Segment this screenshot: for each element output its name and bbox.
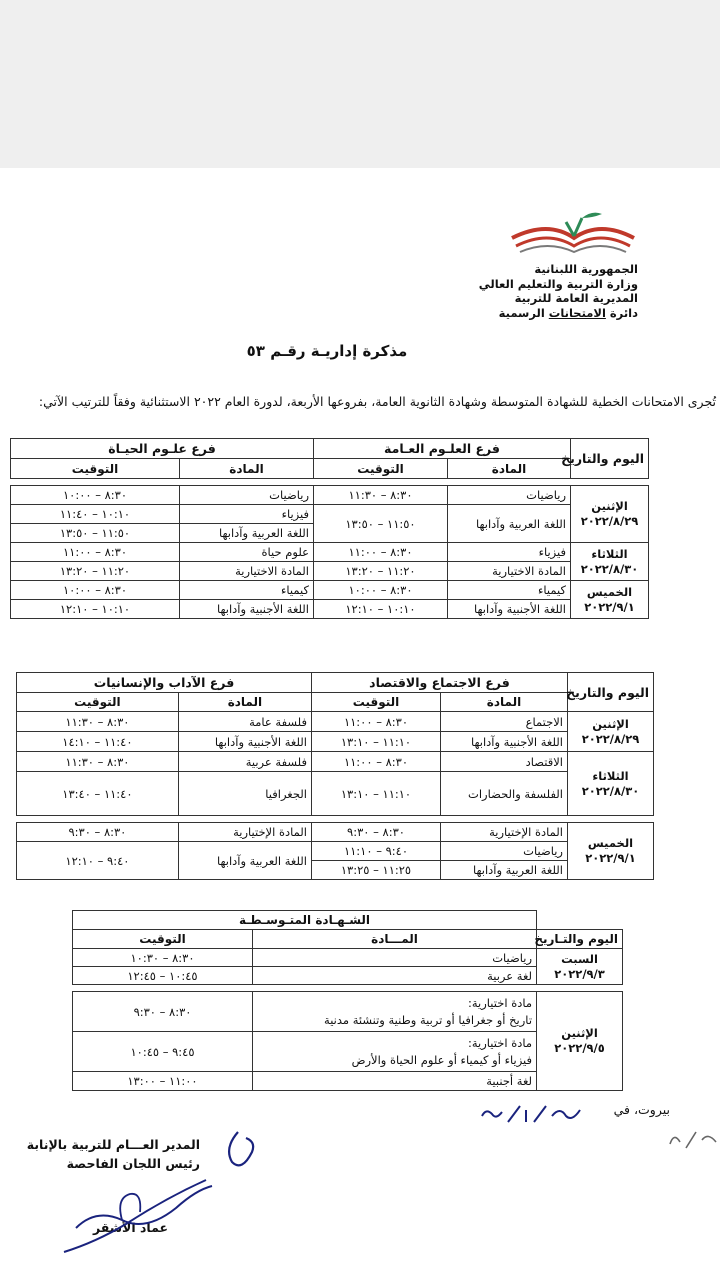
subject-cell: المادة الاختيارية bbox=[448, 562, 571, 581]
time-cell: ١١:٢٠ – ١٣:٢٠ bbox=[314, 562, 448, 581]
signature-scribble-icon bbox=[56, 1128, 276, 1258]
subject-cell: اللغة الأجنبية وآدابها bbox=[178, 732, 311, 752]
subject-cell: فلسفة عامة bbox=[178, 712, 311, 732]
time-header: التوقيت bbox=[314, 459, 448, 479]
subject-cell: اللغة العربية وآدابها bbox=[180, 524, 314, 543]
day-date-header: اليوم والتـاريخ bbox=[537, 930, 623, 949]
time-cell: ٨:٣٠ – ١١:٠٠ bbox=[311, 712, 440, 732]
day-cell: الثلاثاء ٢٠٢٢/٨/٣٠ bbox=[567, 752, 653, 816]
subject-cell: الجغرافيا bbox=[178, 772, 311, 816]
subject-cell: علوم حياة bbox=[180, 543, 314, 562]
time-cell: ١٠:١٠ – ١٢:١٠ bbox=[314, 600, 448, 619]
subject-cell: الفلسفة والحضارات bbox=[441, 772, 568, 816]
subject-header: المادة bbox=[448, 459, 571, 479]
time-header: التوقيت bbox=[17, 693, 179, 712]
certificate-title: الشـهـادة المتـوسـطـة bbox=[73, 911, 537, 930]
time-cell: ٨:٣٠ – ١١:٠٠ bbox=[311, 752, 440, 772]
time-cell: ٩:٤٠ – ١٢:١٠ bbox=[17, 842, 179, 880]
subject-cell: لغة أجنبية bbox=[253, 1072, 537, 1091]
subject-cell: الاقتصاد bbox=[441, 752, 568, 772]
subject-cell: اللغة الأجنبية وآدابها bbox=[448, 600, 571, 619]
subject-header: المـــادة bbox=[253, 930, 537, 949]
memo-title: مذكرة إداريـة رقـم ٥٣ bbox=[246, 342, 408, 360]
time-cell: ١١:٥٠ – ١٣:٥٠ bbox=[314, 505, 448, 543]
subject-cell: رياضيات bbox=[441, 842, 568, 861]
day-cell: الخميس ٢٠٢٢/٩/١ bbox=[571, 581, 649, 619]
time-cell: ١١:١٠ – ١٣:١٠ bbox=[311, 772, 440, 816]
secondary-humanities-schedule bbox=[16, 672, 654, 880]
time-cell: ٨:٣٠ – ١١:٠٠ bbox=[11, 543, 180, 562]
day-cell: الخميس ٢٠٢٢/٩/١ bbox=[567, 823, 653, 880]
time-cell: ٨:٣٠ – ١١:٣٠ bbox=[17, 752, 179, 772]
subject-cell: اللغة العربية وآدابها bbox=[178, 842, 311, 880]
time-cell: ١١:١٠ – ١٣:١٠ bbox=[311, 732, 440, 752]
time-header: التوقيت bbox=[311, 693, 440, 712]
subject-cell: مادة اختيارية: فيزياء أو كيمياء أو علوم الحياة والأرض bbox=[253, 1032, 537, 1072]
subject-cell: رياضيات bbox=[180, 486, 314, 505]
time-cell: ١١:٤٠ – ١٣:٤٠ bbox=[17, 772, 179, 816]
department-line bbox=[479, 306, 638, 321]
subject-cell: اللغة العربية وآدابها bbox=[441, 861, 568, 880]
ministry-header bbox=[479, 262, 638, 320]
subject-cell: اللغة الأجنبية وآدابها bbox=[180, 600, 314, 619]
dept-suffix: الرسمية bbox=[498, 305, 549, 320]
day-date-header: اليوم والتاريخ bbox=[567, 673, 653, 712]
time-cell: ٩:٤٥ – ١٠:٤٥ bbox=[73, 1032, 253, 1072]
time-cell: ٨:٣٠ – ١٠:٣٠ bbox=[73, 949, 253, 967]
subject-cell: رياضيات bbox=[253, 949, 537, 967]
subject-cell: فيزياء bbox=[180, 505, 314, 524]
subject-cell: كيمياء bbox=[448, 581, 571, 600]
subject-cell: رياضيات bbox=[448, 486, 571, 505]
time-cell: ٨:٣٠ – ٩:٣٠ bbox=[73, 992, 253, 1032]
branch-header: فرع علـوم الحيـاة bbox=[11, 439, 314, 459]
top-gray-band bbox=[0, 0, 720, 168]
day-date-header: اليوم والتاريخ bbox=[571, 439, 649, 479]
header-line: المديرية العامة للتربية bbox=[514, 291, 638, 305]
time-header: التوقيت bbox=[11, 459, 180, 479]
time-cell: ١١:٢٥ – ١٣:٢٥ bbox=[311, 861, 440, 880]
time-cell: ١١:٢٠ – ١٣:٢٠ bbox=[11, 562, 180, 581]
signer-name: عماد الأشقر bbox=[92, 1220, 168, 1235]
time-cell: ١٠:١٠ – ١١:٤٠ bbox=[11, 505, 180, 524]
day-cell: الإثنين ٢٠٢٢/٨/٢٩ bbox=[571, 486, 649, 543]
subject-cell: فيزياء bbox=[448, 543, 571, 562]
time-cell: ١١:٥٠ – ١٣:٥٠ bbox=[11, 524, 180, 543]
subject-cell: المادة الاختيارية bbox=[180, 562, 314, 581]
time-cell: ١١:٠٠ – ١٣:٠٠ bbox=[73, 1072, 253, 1091]
subject-cell: لغة عربية bbox=[253, 967, 537, 985]
branch-header: فرع الآداب والإنسانيات bbox=[17, 673, 312, 693]
day-cell: الإثنين ٢٠٢٢/٨/٢٩ bbox=[567, 712, 653, 752]
handwritten-note-icon bbox=[666, 1126, 720, 1152]
subject-cell: فلسفة عربية bbox=[178, 752, 311, 772]
intro-text: تُجرى الامتحانات الخطية للشهادة المتوسطة وشهادة الثانوية العامة، بفروعها الأربعة، لدورة العام ٢٠٢٢ الاستثنائية وفقاً للترتيب الآتي: bbox=[38, 394, 716, 409]
subject-cell: المادة الإختيارية bbox=[178, 823, 311, 842]
subject-cell: مادة اختيارية: تاريخ أو جغرافيا أو تربية وطنية وتنشئة مدنية bbox=[253, 992, 537, 1032]
place-date: بيروت، في bbox=[613, 1102, 670, 1117]
dept-underlined: الامتحانات bbox=[548, 305, 606, 320]
handwritten-date-icon bbox=[476, 1100, 586, 1128]
time-cell: ٨:٣٠ – ٩:٣٠ bbox=[17, 823, 179, 842]
time-cell: ٩:٤٠ – ١١:١٠ bbox=[311, 842, 440, 861]
branch-header: فرع العلـوم العـامة bbox=[314, 439, 571, 459]
time-cell: ٨:٣٠ – ١١:٠٠ bbox=[314, 543, 448, 562]
signature-title: المدير العـــام للتربية بالإنابة bbox=[26, 1137, 200, 1152]
header-line: وزارة التربية والتعليم العالي bbox=[478, 276, 638, 291]
secondary-sciences-schedule bbox=[10, 438, 649, 619]
time-cell: ٨:٣٠ – ١٠:٠٠ bbox=[314, 581, 448, 600]
day-cell: الإثنين ٢٠٢٢/٩/٥ bbox=[537, 992, 623, 1091]
time-header: التوقيت bbox=[73, 930, 253, 949]
subject-header: المادة bbox=[178, 693, 311, 712]
subject-header: المادة bbox=[180, 459, 314, 479]
subject-cell: اللغة الأجنبية وآدابها bbox=[441, 732, 568, 752]
time-cell: ٨:٣٠ – ١١:٣٠ bbox=[314, 486, 448, 505]
branch-header: فرع الاجتماع والاقتصاد bbox=[311, 673, 567, 693]
ministry-logo-icon bbox=[508, 208, 638, 256]
subject-cell: المادة الإختيارية bbox=[441, 823, 568, 842]
time-cell: ٨:٣٠ – ١٠:٠٠ bbox=[11, 581, 180, 600]
day-cell: الثلاثاء ٢٠٢٢/٨/٣٠ bbox=[571, 543, 649, 581]
day-cell: السبت ٢٠٢٢/٩/٣ bbox=[537, 949, 623, 985]
time-cell: ١٠:١٠ – ١٢:١٠ bbox=[11, 600, 180, 619]
time-cell: ١١:٤٠ – ١٤:١٠ bbox=[17, 732, 179, 752]
header-line: الجمهورية اللبنانية bbox=[534, 262, 638, 276]
signature-role: رئيس اللجان الفاحصة bbox=[66, 1156, 200, 1171]
time-cell: ٨:٣٠ – ١١:٣٠ bbox=[17, 712, 179, 732]
time-cell: ١٠:٤٥ – ١٢:٤٥ bbox=[73, 967, 253, 985]
dept-prefix: دائرة bbox=[605, 305, 638, 320]
intermediate-certificate-schedule bbox=[72, 910, 623, 1091]
time-cell: ٨:٣٠ – ١٠:٠٠ bbox=[11, 486, 180, 505]
subject-cell: اللغة العربية وآدابها bbox=[448, 505, 571, 543]
subject-cell: الاجتماع bbox=[441, 712, 568, 732]
time-cell: ٨:٣٠ – ٩:٣٠ bbox=[311, 823, 440, 842]
subject-cell: كيمياء bbox=[180, 581, 314, 600]
subject-header: المادة bbox=[441, 693, 568, 712]
